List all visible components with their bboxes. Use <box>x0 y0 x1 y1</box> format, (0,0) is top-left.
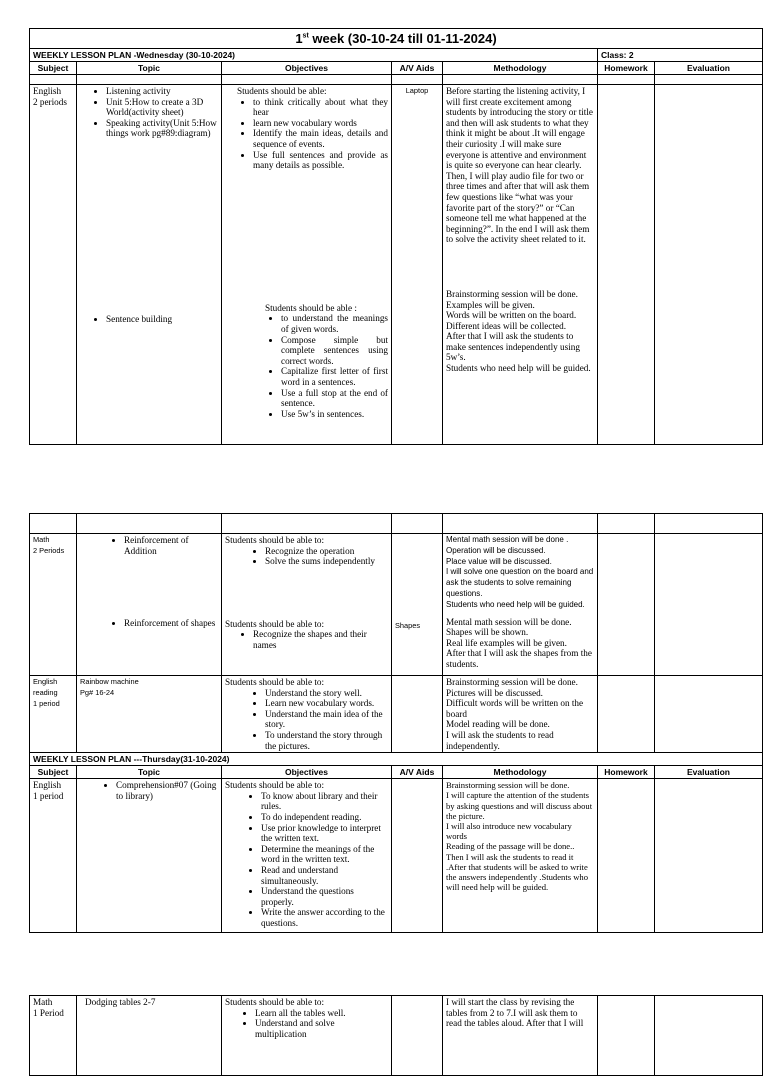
list-item: • To do independent reading. <box>261 812 388 823</box>
list-item: • Speaking activity(Unit 5:How things work pg#89:diagram) <box>106 118 218 139</box>
list-item: • Comprehension#07 (Going to library) <box>116 780 218 801</box>
header-row <box>30 62 763 75</box>
methodology-cell: Brainstorming session will be done. Pictures will be discussed. Difficult words will be written on the board Model reading will be done. I will ask the students to read independently. <box>443 676 598 753</box>
lesson-plan-table-math <box>29 995 763 1076</box>
list-item: • Understand the questions properly. <box>261 886 388 907</box>
header-objectives: Objectives <box>222 766 392 779</box>
objectives-cell: Students should be able to: • To know about library and their rules. • To do independent reading. • Use prior knowledge to interpret the written text. • Determine the meanings of the word in the written text. • Read and understand simultaneously. • Understand the questions properly. • Write the answer according to the questions. <box>222 779 392 933</box>
topic-cell <box>77 85 222 445</box>
av-aids-cell: Shapes <box>392 534 443 676</box>
list-item: • Understand the main idea of the story. <box>265 709 388 730</box>
homework-cell <box>598 676 655 753</box>
lesson-plan-block-1 <box>29 28 762 445</box>
subject-cell: Math 2 Periods <box>30 534 77 676</box>
objectives-cell: Students should be able to: • Learn all the tables well. • Understand and solve multiplication <box>222 996 392 1076</box>
list-item: • Listening activity <box>106 86 218 97</box>
lesson-plan-block-3 <box>29 995 762 1039</box>
subject-cell: English reading 1 period <box>30 676 77 753</box>
objectives-cell: Students should be able: • to think critically about what they hear • learn new vocabulary words • Identify the main ideas, details and sequence of events. • Use full sentences and provide as many details as possible. Students should be able : • to understand the meanings of given words. • Compose simple but complete sentences using correct words. • Capitalize first letter of first word in a sentences. • Use a full stop at the end of sentence. • Use 5w’s in sentences. <box>222 85 392 445</box>
list-item: • Write the answer according to the questions. <box>261 907 388 928</box>
topic-cell: Dodging tables 2-7 <box>77 996 222 1076</box>
av-aids-cell <box>392 996 443 1076</box>
header-subject: Subject <box>30 62 77 75</box>
methodology-cell: Brainstorming session will be done. I will capture the attention of the students by asking questions and will discuss about the picture. I will also introduce new vocabulary words Reading of the passage will be done.. Then I will ask the students to read it .After that students will be asked to write the answers independently .Students who will need help will be guided. <box>443 779 598 933</box>
header-av-aids: A/V Aids <box>392 766 443 779</box>
methodology-cell: Before starting the listening activity, I will first create excitement among students by introducing the story or title and then will ask students to what they think it might be about .It will engage their curiosity .I will make sure everyone is attentive and environment is quite so everyone can hear clearly. Then, I will play audio file for two or three times and after that will ask them few questions like “what was your favorite part of the story?” or “Can someone tell me what happened at the beginning?”. In the end I will ask them to solve the activity sheet related to it. Brainstorming session will be done. Examples will be given. Words will be written on the board. Different ideas will be collected. After that I will ask the students to make sentences independently using 5w’s. Students who need help will be guided. <box>443 85 598 445</box>
list-item: • Reinforcement of Addition <box>124 535 218 556</box>
evaluation-cell <box>655 534 763 676</box>
table-row <box>30 85 763 445</box>
methodology-cell: I will start the class by revising the tables from 2 to 7.I will ask them to read the tables aloud. After that I will <box>443 996 598 1076</box>
evaluation-cell <box>655 779 763 933</box>
topic-cell: Rainbow machine Pg# 16-24 <box>77 676 222 753</box>
table-row <box>30 676 763 753</box>
list-item: • Understand and solve multiplication <box>255 1018 388 1039</box>
header-methodology: Methodology <box>443 766 598 779</box>
lesson-plan-table-wednesday <box>29 28 763 445</box>
objectives-cell: Students should be able to: • Understand the story well. • Learn new vocabulary words. • Understand the main idea of the story. • To understand the story through the pictures. <box>222 676 392 753</box>
list-item: • to think critically about what they hear <box>253 97 388 118</box>
homework-cell <box>598 779 655 933</box>
lesson-plan-block-2 <box>29 513 762 933</box>
list-item: • Unit 5:How to create a 3D World(activity sheet) <box>106 97 218 118</box>
evaluation-cell <box>655 996 763 1076</box>
subject-cell: Math 1 Period <box>30 996 77 1076</box>
week-title: 1st week (30-10-24 till 01-11-2024) <box>30 29 763 49</box>
evaluation-cell <box>655 85 763 445</box>
list-item: • Recognize the operation <box>265 546 388 557</box>
header-evaluation: Evaluation <box>655 766 763 779</box>
topic-cell <box>77 779 222 933</box>
header-objectives: Objectives <box>222 62 392 75</box>
header-av-aids: A/V Aids <box>392 62 443 75</box>
plan-heading-wednesday: WEEKLY LESSON PLAN -Wednesday (30-10-2024) <box>30 49 598 62</box>
homework-cell <box>598 85 655 445</box>
plan-heading-thursday: WEEKLY LESSON PLAN ---Thursday(31-10-2024) <box>30 753 763 766</box>
av-aids-cell: Laptop <box>392 85 443 445</box>
av-aids-cell <box>392 779 443 933</box>
list-item: • Sentence building <box>106 314 218 325</box>
list-item: • Compose simple but complete sentences using correct words. <box>281 335 388 367</box>
header-topic: Topic <box>77 62 222 75</box>
list-item: • Use prior knowledge to interpret the written text. <box>261 823 388 844</box>
list-item: • learn new vocabulary words <box>253 118 388 129</box>
subject-cell: English 1 period <box>30 779 77 933</box>
header-methodology: Methodology <box>443 62 598 75</box>
topic-cell <box>77 534 222 676</box>
list-item: • Reinforcement of shapes <box>124 618 218 629</box>
list-item: • Solve the sums independently <box>265 556 388 567</box>
list-item: • Learn all the tables well. <box>255 1008 388 1019</box>
list-item: • Read and understand simultaneously. <box>261 865 388 886</box>
list-item: • Use a full stop at the end of sentence. <box>281 388 388 409</box>
evaluation-cell <box>655 676 763 753</box>
class-label: Class: 2 <box>598 49 763 62</box>
objectives-cell: Students should be able to: • Recognize the operation • Solve the sums independently Students should be able to: • Recognize the shapes and their names <box>222 534 392 676</box>
list-item: • Learn new vocabulary words. <box>265 698 388 709</box>
table-row <box>30 779 763 933</box>
list-item: • To understand the story through the pictures. <box>265 730 388 751</box>
list-item: • to understand the meanings of given words. <box>281 313 388 334</box>
homework-cell <box>598 996 655 1076</box>
lesson-plan-table-continued <box>29 513 763 933</box>
list-item: • To know about library and their rules. <box>261 791 388 812</box>
table-row <box>30 996 763 1076</box>
list-item: • Identify the main ideas, details and sequence of events. <box>253 128 388 149</box>
header-row <box>30 766 763 779</box>
header-topic: Topic <box>77 766 222 779</box>
homework-cell <box>598 534 655 676</box>
header-homework: Homework <box>598 766 655 779</box>
methodology-cell: Mental math session will be done . Operation will be discussed. Place value will be discussed. I will solve one question on the board and ask the students to solve remaining questions. Students who need help will be guided. Mental math session will be done. Shapes will be shown. Real life examples will be given. After that I will ask the shapes from the students. <box>443 534 598 676</box>
list-item: • Recognize the shapes and their names <box>253 629 388 650</box>
header-subject: Subject <box>30 766 77 779</box>
table-row <box>30 534 763 676</box>
header-homework: Homework <box>598 62 655 75</box>
list-item: • Understand the story well. <box>265 688 388 699</box>
subject-cell: English 2 periods <box>30 85 77 445</box>
list-item: • Use full sentences and provide as many details as possible. <box>253 150 388 171</box>
list-item: • Determine the meanings of the word in the written text. <box>261 844 388 865</box>
header-evaluation: Evaluation <box>655 62 763 75</box>
list-item: • Capitalize first letter of first word in a sentences. <box>281 366 388 387</box>
list-item: • Use 5w’s in sentences. <box>281 409 388 420</box>
av-aids-cell <box>392 676 443 753</box>
